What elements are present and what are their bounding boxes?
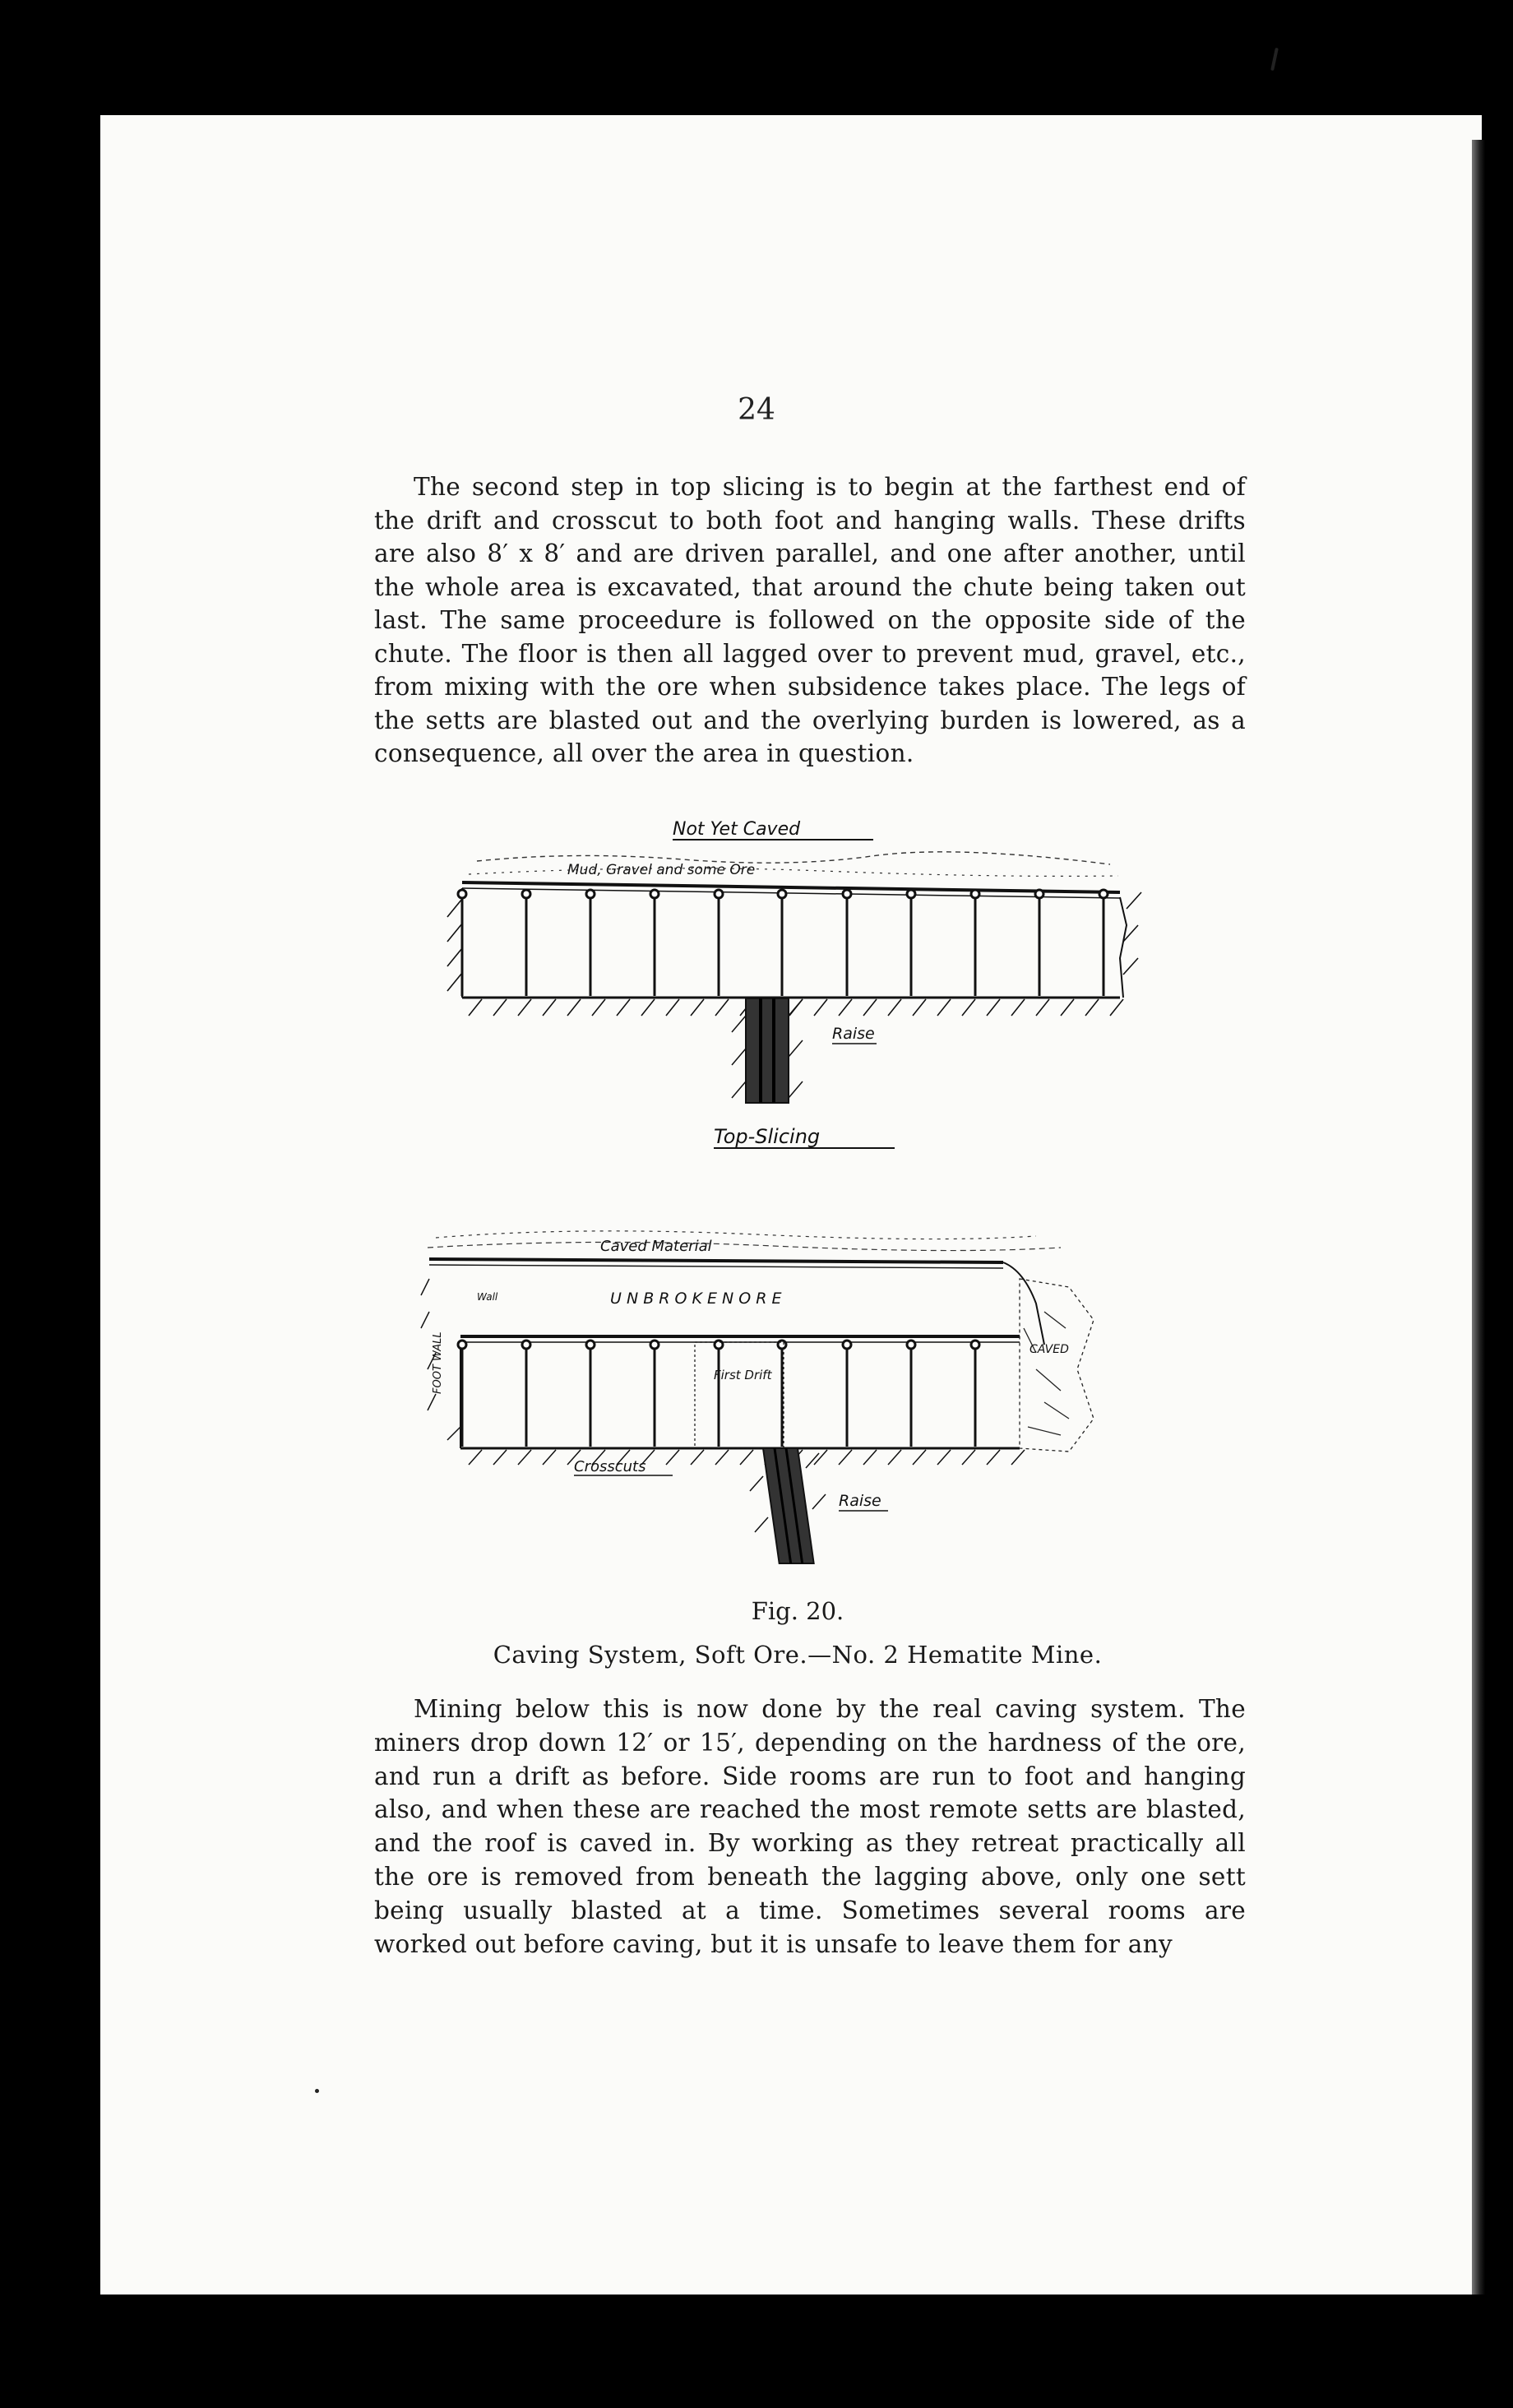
label-top-slicing: Top-Slicing — [714, 1125, 821, 1148]
figure-caption: Fig. 20. — [751, 1597, 844, 1625]
post-cap — [843, 890, 851, 898]
post-cap — [586, 890, 595, 898]
label-not-yet-caved: Not Yet Caved — [673, 819, 801, 840]
wall-hatching-top — [447, 892, 1141, 991]
post-cap — [522, 1341, 530, 1349]
timber-sets-top — [458, 890, 1108, 996]
speck — [315, 2089, 319, 2093]
post-cap — [907, 1341, 915, 1349]
post-cap — [971, 1341, 979, 1349]
label-first-drift: First Drift — [714, 1368, 772, 1382]
top-slicing-diagram — [447, 819, 1141, 1148]
label-raise-top: Raise — [832, 1025, 875, 1043]
post-cap — [778, 890, 786, 898]
caving-diagram — [421, 1231, 1094, 1563]
post-cap — [458, 890, 466, 898]
page-number: 24 — [738, 393, 775, 427]
label-raise-bottom: Raise — [839, 1492, 881, 1510]
post-cap — [907, 890, 915, 898]
label-unbroken-ore: U N B R O K E N O R E — [610, 1290, 782, 1308]
page-edge-shadow — [1472, 140, 1485, 2295]
label-caved: CAVED — [1029, 1343, 1069, 1356]
paragraph-top-slicing: The second step in top slicing is to begin at the farthest end of the drift and crosscut to both foot and hanging walls. These drifts are also 8′ x 8′ and are driven parallel, and one after another, until the whole area is excavated, that around the chute being taken out last. The same proceedure is followed on the opposite side of the chute. The floor is then all lagged over to prevent mud, gravel, etc., from mixing with the ore when subsidence takes place. The legs of the setts are blasted out and the overlying burden is lowered, as a consequence, all over the area in question. — [374, 473, 1246, 767]
post-cap — [1035, 890, 1043, 898]
post-cap — [715, 890, 723, 898]
label-wall: Wall — [477, 1291, 498, 1303]
caved-area — [1020, 1279, 1094, 1452]
post-cap — [971, 890, 979, 898]
post-cap — [522, 890, 530, 898]
post-cap — [843, 1341, 851, 1349]
label-crosscuts: Crosscuts — [574, 1458, 646, 1475]
timber-sets-bottom — [458, 1341, 979, 1447]
label-caved-material: Caved Material — [600, 1238, 712, 1255]
label-mud-gravel-ore: Mud, Gravel and some Ore — [567, 862, 756, 878]
label-foot-wall: FOOT WALL — [432, 1331, 444, 1394]
floor-hatching-bottom — [469, 1450, 1025, 1465]
post-cap — [1099, 890, 1108, 898]
speck — [1270, 48, 1279, 71]
post-cap — [650, 890, 659, 898]
post-cap — [586, 1341, 595, 1349]
figure-title: Caving System, Soft Ore.—No. 2 Hematite Mine. — [493, 1641, 1103, 1669]
caving-system-figure — [411, 810, 1192, 1567]
post-cap — [458, 1341, 466, 1349]
post-cap — [650, 1341, 659, 1349]
paragraph-caving-system: Mining below this is now done by the real caving system. The miners drop down 12′ or 15′, depending on the hardness of the ore, and run a drift as before. Side rooms are run to foot and hanging also, and when these are reached the most remote setts are blasted, and the roof is caved in. By working as they retreat practically all the ore is removed from beneath the lagging above, only one sett being usually blasted at a time. Sometimes several rooms are worked out before caving, but it is unsafe to leave them for any — [374, 1695, 1246, 1958]
